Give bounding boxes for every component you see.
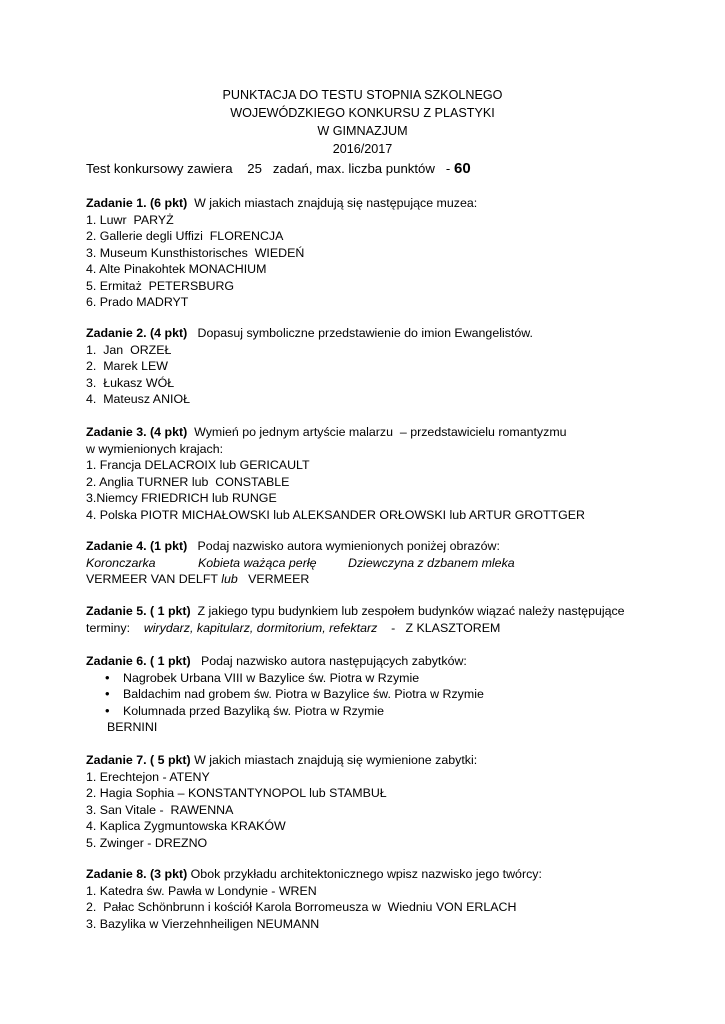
task-6-answer: BERNINI	[107, 720, 158, 734]
task-6-item-1	[86, 670, 646, 687]
task-4-works	[86, 555, 646, 572]
test-summary	[86, 159, 471, 179]
task-3-answer-3: 3.Niemcy FRIEDRICH lub RUNGE	[86, 491, 277, 505]
task-1-question: W jakich miastach znajdują się następujące muzea:	[194, 196, 478, 210]
task-6	[86, 653, 646, 736]
task-3-question: Wymień po jednym artyście malarzu – przedstawicielu romantyzmu	[194, 425, 567, 439]
task-6-title	[86, 653, 646, 670]
task-5-question: Z jakiego typu budynkiem lub zespołem budynków wiązać należy następujące	[197, 604, 625, 618]
summary-max-points: 60	[453, 160, 471, 177]
task-1-answer-6: 6. Prado MADRYT	[86, 295, 189, 309]
task-8-answer-2: 2. Pałac Schönbrunn i kościół Karola Borromeusza w Wiedniu VON ERLACH	[86, 900, 517, 914]
summary-task-count: 25	[247, 161, 262, 176]
task-4-title	[86, 538, 646, 555]
task-5-label: Zadanie 5. ( 1 pkt)	[86, 604, 191, 618]
task-6-item-1-text: Nagrobek Urbana VIII w Bazylice św. Piotra w Rzymie	[123, 670, 420, 685]
task-8-label: Zadanie 8. (3 pkt)	[86, 867, 188, 881]
task-4-answer	[86, 571, 646, 588]
task-3-answer-4: 4. Polska PIOTR MICHAŁOWSKI lub ALEKSANDER ORŁOWSKI lub ARTUR GROTTGER	[86, 507, 585, 522]
task-3-label: Zadanie 3. (4 pkt)	[86, 425, 188, 439]
task-6-list	[86, 670, 646, 720]
task-1-title	[86, 195, 646, 212]
summary-text-b: zadań, max. liczba punktów -	[272, 161, 451, 176]
task-7-title	[86, 752, 646, 769]
task-6-label: Zadanie 6. ( 1 pkt)	[86, 654, 191, 668]
task-6-question: Podaj nazwisko autora następujących zabytków:	[200, 654, 467, 668]
task-7-answer-2: 2. Hagia Sophia – KONSTANTYNOPOL lub STAMBUŁ	[86, 786, 387, 800]
task-4-work-2: Kobieta ważąca perłę	[198, 555, 317, 570]
task-2	[86, 325, 646, 408]
task-3-question-cont: w wymienionych krajach:	[86, 441, 224, 456]
task-6-item-3	[86, 703, 646, 720]
task-1-label: Zadanie 1. (6 pkt)	[86, 196, 188, 210]
task-8-title	[86, 866, 646, 883]
summary-text-a: Test konkursowy zawiera	[86, 161, 233, 176]
task-3-title	[86, 424, 646, 441]
task-1	[86, 195, 646, 311]
task-3-answer-2: 2. Anglia TURNER lub CONSTABLE	[86, 474, 290, 489]
task-7-question: W jakich miastach znajdują się wymienione zabytki:	[194, 753, 478, 767]
task-5-terms-prefix: terminy:	[86, 620, 131, 635]
task-4-work-1: Koronczarka	[86, 555, 156, 570]
task-3-answer-1: 1. Francja DELACROIX lub GERICAULT	[86, 458, 310, 472]
task-2-question: Dopasuj symboliczne przedstawienie do imion Ewangelistów.	[197, 326, 533, 340]
task-4-question: Podaj nazwisko autora wymienionych poniżej obrazów:	[197, 539, 500, 553]
task-5-answer: - Z KLASZTOREM	[391, 620, 501, 635]
task-5-title	[86, 603, 646, 620]
task-2-label: Zadanie 2. (4 pkt)	[86, 326, 188, 340]
task-7-answer-5: 5. Zwinger - DREZNO	[86, 835, 208, 850]
header-line-4: 2016/2017	[332, 142, 393, 156]
task-8-question: Obok przykładu architektonicznego wpisz nazwisko jego twórcy:	[190, 867, 542, 881]
header-line-1: PUNKTACJA DO TESTU STOPNIA SZKOLNEGO	[222, 88, 503, 102]
task-2-answer-1: 1. Jan ORZEŁ	[86, 342, 172, 357]
task-5-terms: wirydarz, kapitularz, dormitorium, refektarz	[143, 620, 378, 635]
task-5-terms-line	[86, 620, 646, 637]
task-6-item-2-text: Baldachim nad grobem św. Piotra w Bazylice św. Piotra w Rzymie	[123, 687, 484, 701]
task-4-answer-or: lub	[221, 572, 238, 586]
task-1-answer-3: 3. Museum Kunsthistorisches WIEDEŃ	[86, 245, 305, 260]
task-2-answer-3: 3. Łukasz WÓŁ	[86, 375, 175, 390]
task-3	[86, 424, 646, 523]
task-4-answer-b: VERMEER	[248, 572, 310, 586]
task-6-item-2	[86, 686, 646, 703]
header-line-3: W GIMNAZJUM	[317, 124, 408, 138]
task-1-answer-4: 4. Alte Pinakohtek MONACHIUM	[86, 262, 267, 276]
task-4-answer-a: VERMEER VAN DELFT	[86, 572, 218, 586]
header-line-2: WOJEWÓDZKIEGO KONKURSU Z PLASTYKI	[230, 106, 495, 120]
task-4-work-3: Dziewczyna z dzbanem mleka	[348, 555, 515, 570]
task-1-answer-5: 5. Ermitaż PETERSBURG	[86, 278, 235, 293]
task-6-item-3-text: Kolumnada przed Bazyliką św. Piotra w Rzymie	[123, 703, 384, 718]
document-header	[0, 86, 725, 158]
task-7	[86, 752, 646, 851]
task-2-answer-4: 4. Mateusz ANIOŁ	[86, 392, 190, 406]
task-2-answer-2: 2. Marek LEW	[86, 359, 168, 373]
task-8	[86, 866, 646, 932]
task-7-answer-3: 3. San Vitale - RAWENNA	[86, 802, 234, 817]
task-4	[86, 538, 646, 588]
task-8-answer-1: 1. Katedra św. Pawła w Londynie - WREN	[86, 883, 317, 898]
task-1-answer-1: 1. Luwr PARYŻ	[86, 212, 174, 227]
task-7-label: Zadanie 7. ( 5 pkt)	[86, 753, 191, 767]
task-4-label: Zadanie 4. (1 pkt)	[86, 539, 188, 553]
task-1-answer-2: 2. Gallerie degli Uffizi FLORENCJA	[86, 229, 284, 243]
task-5	[86, 603, 646, 636]
task-7-answer-4: 4. Kaplica Zygmuntowska KRAKÓW	[86, 819, 286, 833]
task-2-title	[86, 325, 646, 342]
task-7-answer-1: 1. Erechtejon - ATENY	[86, 769, 210, 784]
task-8-answer-3: 3. Bazylika w Vierzehnheiligen NEUMANN	[86, 916, 320, 931]
